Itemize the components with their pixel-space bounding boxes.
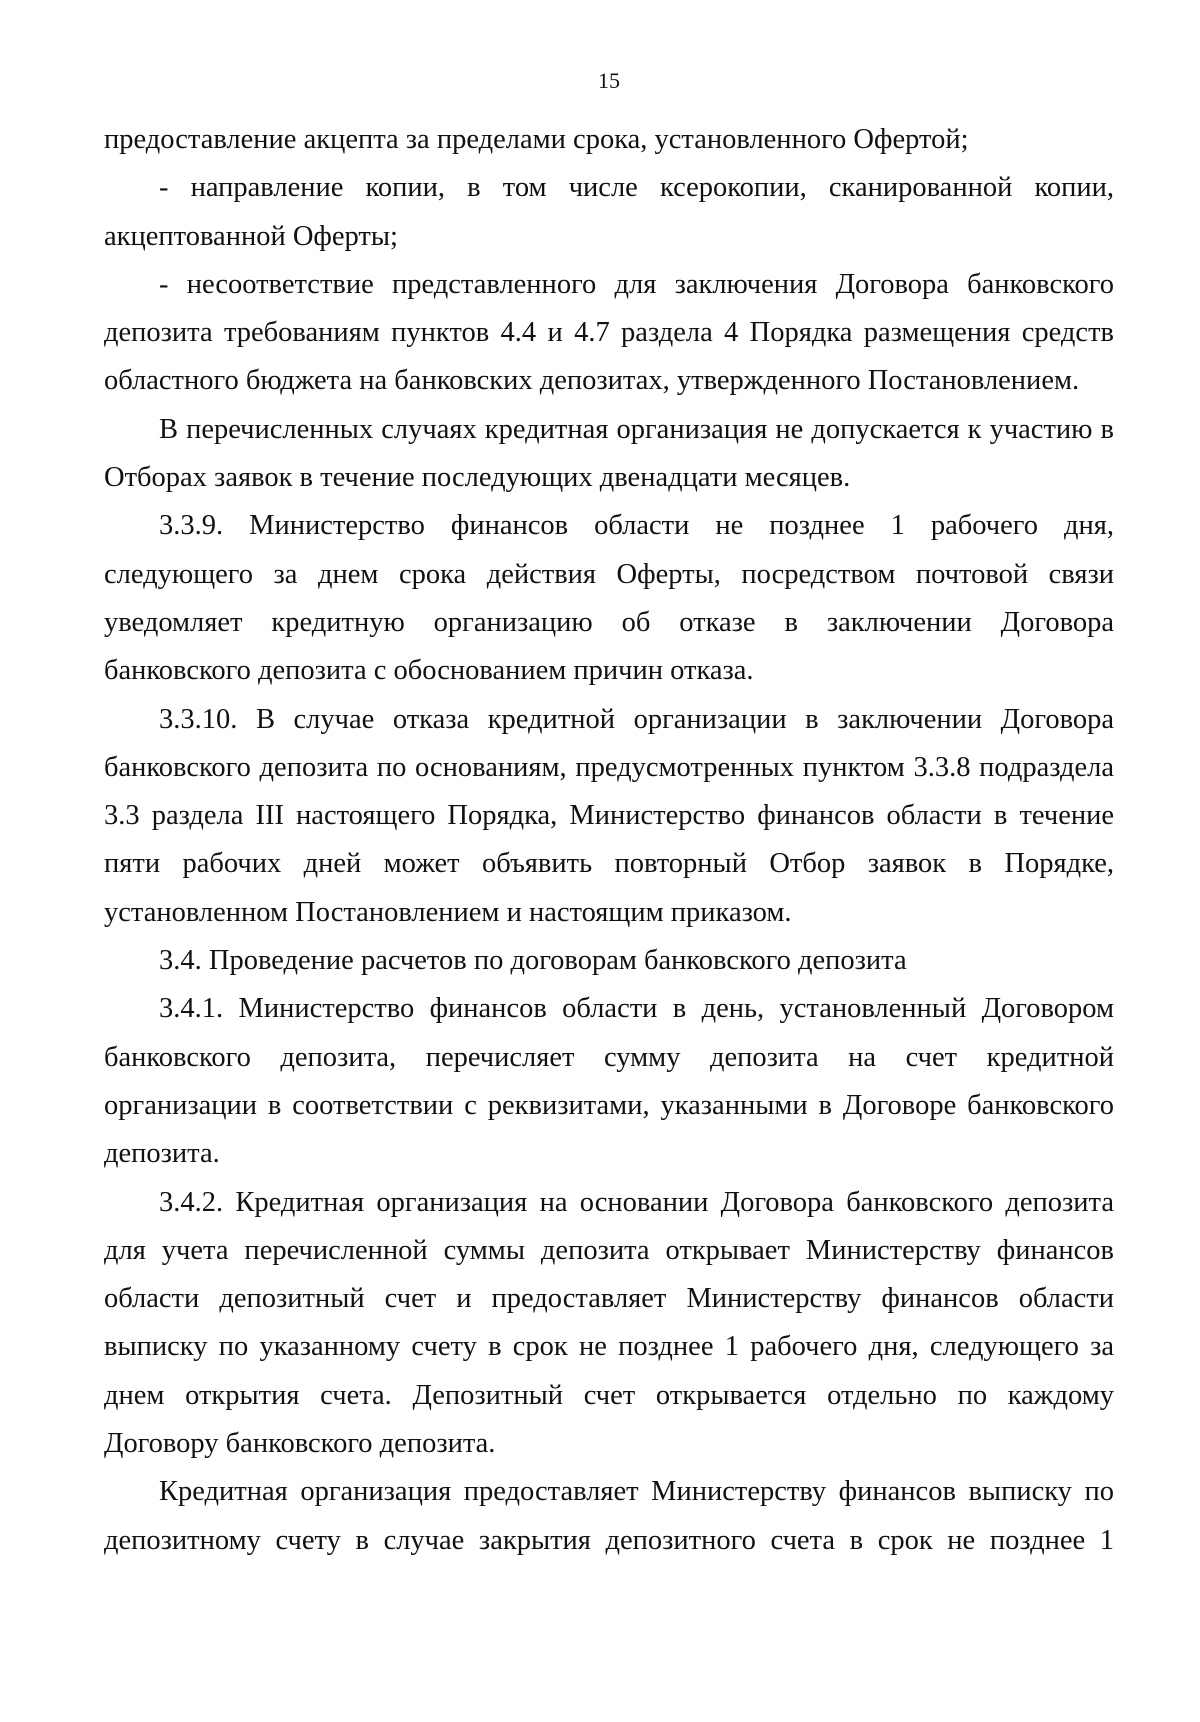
paragraph-3-4-2: 3.4.2. Кредитная организация на основании Договора банковского депозита для учета перечисленной суммы депозита открывает Министерству финансов области депозитный счет и предоставляет Министерству финансов области выписку по указанному счету в срок не позднее 1 рабочего дня, следующего за днем открытия счета. Депозитный счет открывается отдельно по каждому Договору банковского депозита. (104, 1186, 1114, 1460)
paragraph-3-4-1: 3.4.1. Министерство финансов области в день, установленный Договором банковского депозита, перечисляет сумму депозита на счет кредитной организации в соответствии с реквизитами, указанными в Договоре банковского депозита. (104, 993, 1114, 1170)
page-number: 15 (598, 68, 620, 93)
paragraph-nonconformity: - несоответствие представленного для заключения Договора банковского депозита требованиям пунктов 4.4 и 4.7 раздела 4 Порядка размещения средств областного бюджета на банковских депозитах, утвержденного Постановлением. (104, 268, 1114, 397)
document-body (104, 116, 1114, 1565)
paragraph-exclusion: В перечисленных случаях кредитная организация не допускается к участию в Отборах заявок в течение последующих двенадцати месяцев. (104, 413, 1114, 494)
paragraph-3-3-10: 3.3.10. В случае отказа кредитной организации в заключении Договора банковского депозита по основаниям, предусмотренных пунктом 3.3.8 подраздела 3.3 раздела III настоящего Порядка, Министерство финансов области в течение пяти рабочих дней может объявить повторный Отбор заявок в Порядке, установленном Постановлением и настоящим приказом. (104, 703, 1114, 928)
paragraph-3-3-9: 3.3.9. Министерство финансов области не позднее 1 рабочего дня, следующего за днем срока действия Оферты, посредством почтовой связи уведомляет кредитную организацию об отказе в заключении Договора банковского депозита с обоснованием причин отказа. (104, 510, 1114, 687)
paragraph-copy-direction: - направление копии, в том числе ксерокопии, сканированной копии, акцептованной Оферты; (104, 172, 1114, 252)
section-heading-3-4: 3.4. Проведение расчетов по договорам банковского депозита (159, 945, 907, 977)
paragraph-statement-on-closing: Кредитная организация предоставляет Министерству финансов выписку по депозитному счету в случае закрытия депозитного счета в срок не позднее 1 (104, 1476, 1114, 1556)
paragraph-acceptance-term: предоставление акцепта за пределами срока, установленного Офертой; (104, 124, 969, 155)
